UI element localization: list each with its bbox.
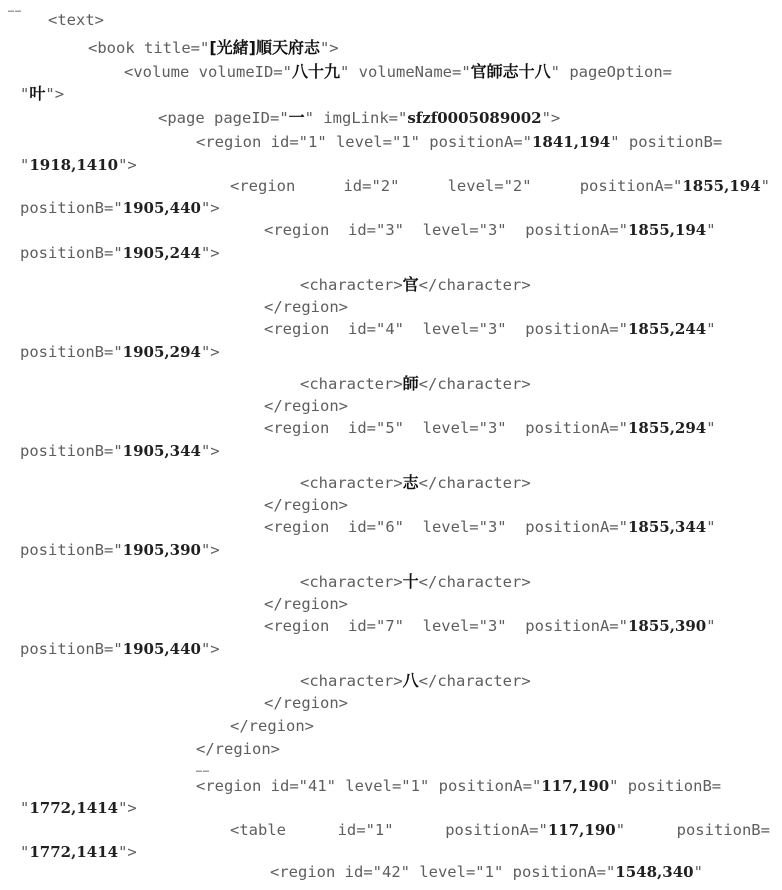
tag-text: "> <box>200 541 220 559</box>
position-value: 1855,194 <box>682 177 761 195</box>
position-value: 1905,440 <box>122 199 201 217</box>
xml-line-region-7-cont <box>20 639 220 659</box>
tag-text: " volumeName=" <box>340 63 471 81</box>
volume-id-value: 八十九 <box>291 62 340 81</box>
tag-text: " positionB= <box>610 133 723 151</box>
xml-line-region-2-cont <box>20 198 220 218</box>
tag-text: " <box>706 320 716 338</box>
tag-text: <character> <box>300 672 403 690</box>
tag-text: <region id="3" level="3" positionA=" <box>264 221 628 239</box>
character-value: 志 <box>402 473 419 492</box>
tag-text: <region id="7" level="3" positionA=" <box>264 617 628 635</box>
volume-name-value: 官師志十八 <box>470 62 551 81</box>
xml-line-region-close: </region> <box>264 496 348 514</box>
xml-line-region-2 <box>230 176 770 196</box>
xml-line-page <box>158 108 560 128</box>
character-value: 師 <box>402 374 419 393</box>
position-value: 1905,294 <box>122 343 201 361</box>
tag-text: <region id="42" level="1" positionA=" <box>270 863 616 881</box>
tag-text: "> <box>200 343 220 361</box>
tag-text: <volume volumeID=" <box>124 63 292 81</box>
tag-text: <region id="6" level="3" positionA=" <box>264 518 628 536</box>
tag-text: " <box>20 799 30 817</box>
tag-text: positionB= <box>676 821 770 839</box>
xml-line-region-close: </region> <box>264 694 348 712</box>
tag-text: positionB=" <box>20 244 123 262</box>
position-value: 1905,344 <box>122 442 201 460</box>
tag-text: <character> <box>300 276 403 294</box>
tag-text: <character> <box>300 474 403 492</box>
tag-text: "> <box>118 156 137 174</box>
tag-text: <table <box>230 821 286 839</box>
tag-text: positionA=" <box>579 177 683 195</box>
tag-text: " <box>693 863 703 881</box>
xml-line-region-close: </region> <box>230 717 314 735</box>
xml-line-region-4-cont <box>20 342 220 362</box>
tag-text: <region id="41" level="1" positionA=" <box>196 777 542 795</box>
tag-text: </character> <box>418 573 531 591</box>
xml-line-region-3 <box>264 220 716 240</box>
tag-text: id="2" <box>343 177 400 195</box>
tag-text: "> <box>200 199 220 217</box>
position-value: 1905,244 <box>122 244 201 262</box>
tag-text: </character> <box>418 375 531 393</box>
tag-text: <character> <box>300 573 403 591</box>
xml-line-region-1 <box>196 132 722 152</box>
tag-text: "> <box>200 640 220 658</box>
ellipsis-top: …… <box>8 4 23 15</box>
position-value: 1855,294 <box>627 419 707 437</box>
position-value: 1855,244 <box>627 320 707 338</box>
position-value: 1548,340 <box>615 863 694 881</box>
tag-text: </character> <box>418 672 531 690</box>
tag-text: <region id="4" level="3" positionA=" <box>264 320 628 338</box>
tag-text: </character> <box>418 276 531 294</box>
position-value: 1855,344 <box>627 518 707 536</box>
xml-line-region-41-cont <box>20 798 137 818</box>
xml-line-table <box>230 820 770 840</box>
tag-text: " imgLink=" <box>304 109 408 127</box>
tag-text: positionB=" <box>20 640 123 658</box>
tag-text: <region id="5" level="3" positionA=" <box>264 419 628 437</box>
page-option-value: 叶 <box>29 84 46 103</box>
xml-line-region-42 <box>270 862 703 882</box>
tag-text: positionB=" <box>20 199 123 217</box>
tag-text: "> <box>541 109 561 127</box>
position-value: 1841,194 <box>531 133 611 151</box>
position-value: 1855,194 <box>627 221 707 239</box>
tag-text: " <box>760 177 770 195</box>
book-title-value: [光緒]順天府志 <box>209 38 320 57</box>
xml-line-region-4 <box>264 319 716 339</box>
tag-text: positionA=" <box>445 821 548 839</box>
tag-text: <region <box>230 177 296 195</box>
tag-text: "> <box>200 442 220 460</box>
xml-line-table-cont <box>20 842 137 862</box>
xml-line-region-close: </region> <box>196 740 280 758</box>
tag-text: positionB=" <box>20 442 123 460</box>
tag-text: "> <box>45 85 65 103</box>
ellipsis-middle: …… <box>196 764 211 775</box>
xml-line-character <box>300 473 531 493</box>
img-link-value: sfzf0005089002 <box>407 109 542 127</box>
tag-text: <book title=" <box>88 39 210 57</box>
tag-text: " <box>706 617 716 635</box>
position-value: 1772,1414 <box>29 843 119 861</box>
xml-line-region-6-cont <box>20 540 220 560</box>
tag-text: " <box>20 156 30 174</box>
xml-line-region-5 <box>264 418 716 438</box>
tag-text: positionB=" <box>20 541 123 559</box>
xml-line-region-6 <box>264 517 716 537</box>
tag-text: " <box>706 221 716 239</box>
position-value: 1772,1414 <box>29 799 119 817</box>
tag-text: " <box>20 843 30 861</box>
position-value: 1855,390 <box>627 617 707 635</box>
xml-line-region-41 <box>196 776 721 796</box>
tag-text: " positionB= <box>609 777 722 795</box>
xml-line-region-3-cont <box>20 243 220 263</box>
tag-text: "> <box>200 244 220 262</box>
xml-line-text-open: <text> <box>48 11 104 29</box>
xml-line-region-close: </region> <box>264 298 348 316</box>
xml-line-page-option <box>20 84 64 104</box>
tag-text: " <box>615 821 626 839</box>
page-id-value: 一 <box>288 108 305 127</box>
tag-text: "> <box>118 843 137 861</box>
tag-text: " <box>20 85 30 103</box>
position-value: 117,190 <box>541 777 610 795</box>
xml-line-region-5-cont <box>20 441 220 461</box>
tag-text: </character> <box>418 474 531 492</box>
tag-text: " <box>706 419 716 437</box>
tag-text: " pageOption= <box>550 63 672 81</box>
xml-line-region-1-cont <box>20 155 137 175</box>
position-value: 1918,1410 <box>29 156 119 174</box>
xml-line-volume <box>124 62 672 82</box>
xml-line-region-7 <box>264 616 716 636</box>
position-value: 1905,440 <box>122 640 201 658</box>
tag-text: "> <box>118 799 137 817</box>
character-value: 十 <box>402 572 419 591</box>
xml-line-character <box>300 572 531 592</box>
tag-text: positionB=" <box>20 343 123 361</box>
xml-line-region-close: </region> <box>264 397 348 415</box>
xml-line-character <box>300 275 531 295</box>
tag-text: id="1" <box>337 821 394 839</box>
tag-text: <page pageID=" <box>158 109 289 127</box>
tag-text: " <box>706 518 716 536</box>
tag-text: level="2" <box>447 177 532 195</box>
character-value: 八 <box>402 671 419 690</box>
tag-text: <region id="1" level="1" positionA=" <box>196 133 532 151</box>
xml-line-character <box>300 374 531 394</box>
tag-text: <character> <box>300 375 403 393</box>
xml-line-character <box>300 671 531 691</box>
xml-line-region-close: </region> <box>264 595 348 613</box>
position-value: 1905,390 <box>122 541 201 559</box>
xml-line-book <box>88 38 339 58</box>
tag-text: "> <box>319 39 339 57</box>
position-value: 117,190 <box>547 821 616 839</box>
character-value: 官 <box>402 275 419 294</box>
